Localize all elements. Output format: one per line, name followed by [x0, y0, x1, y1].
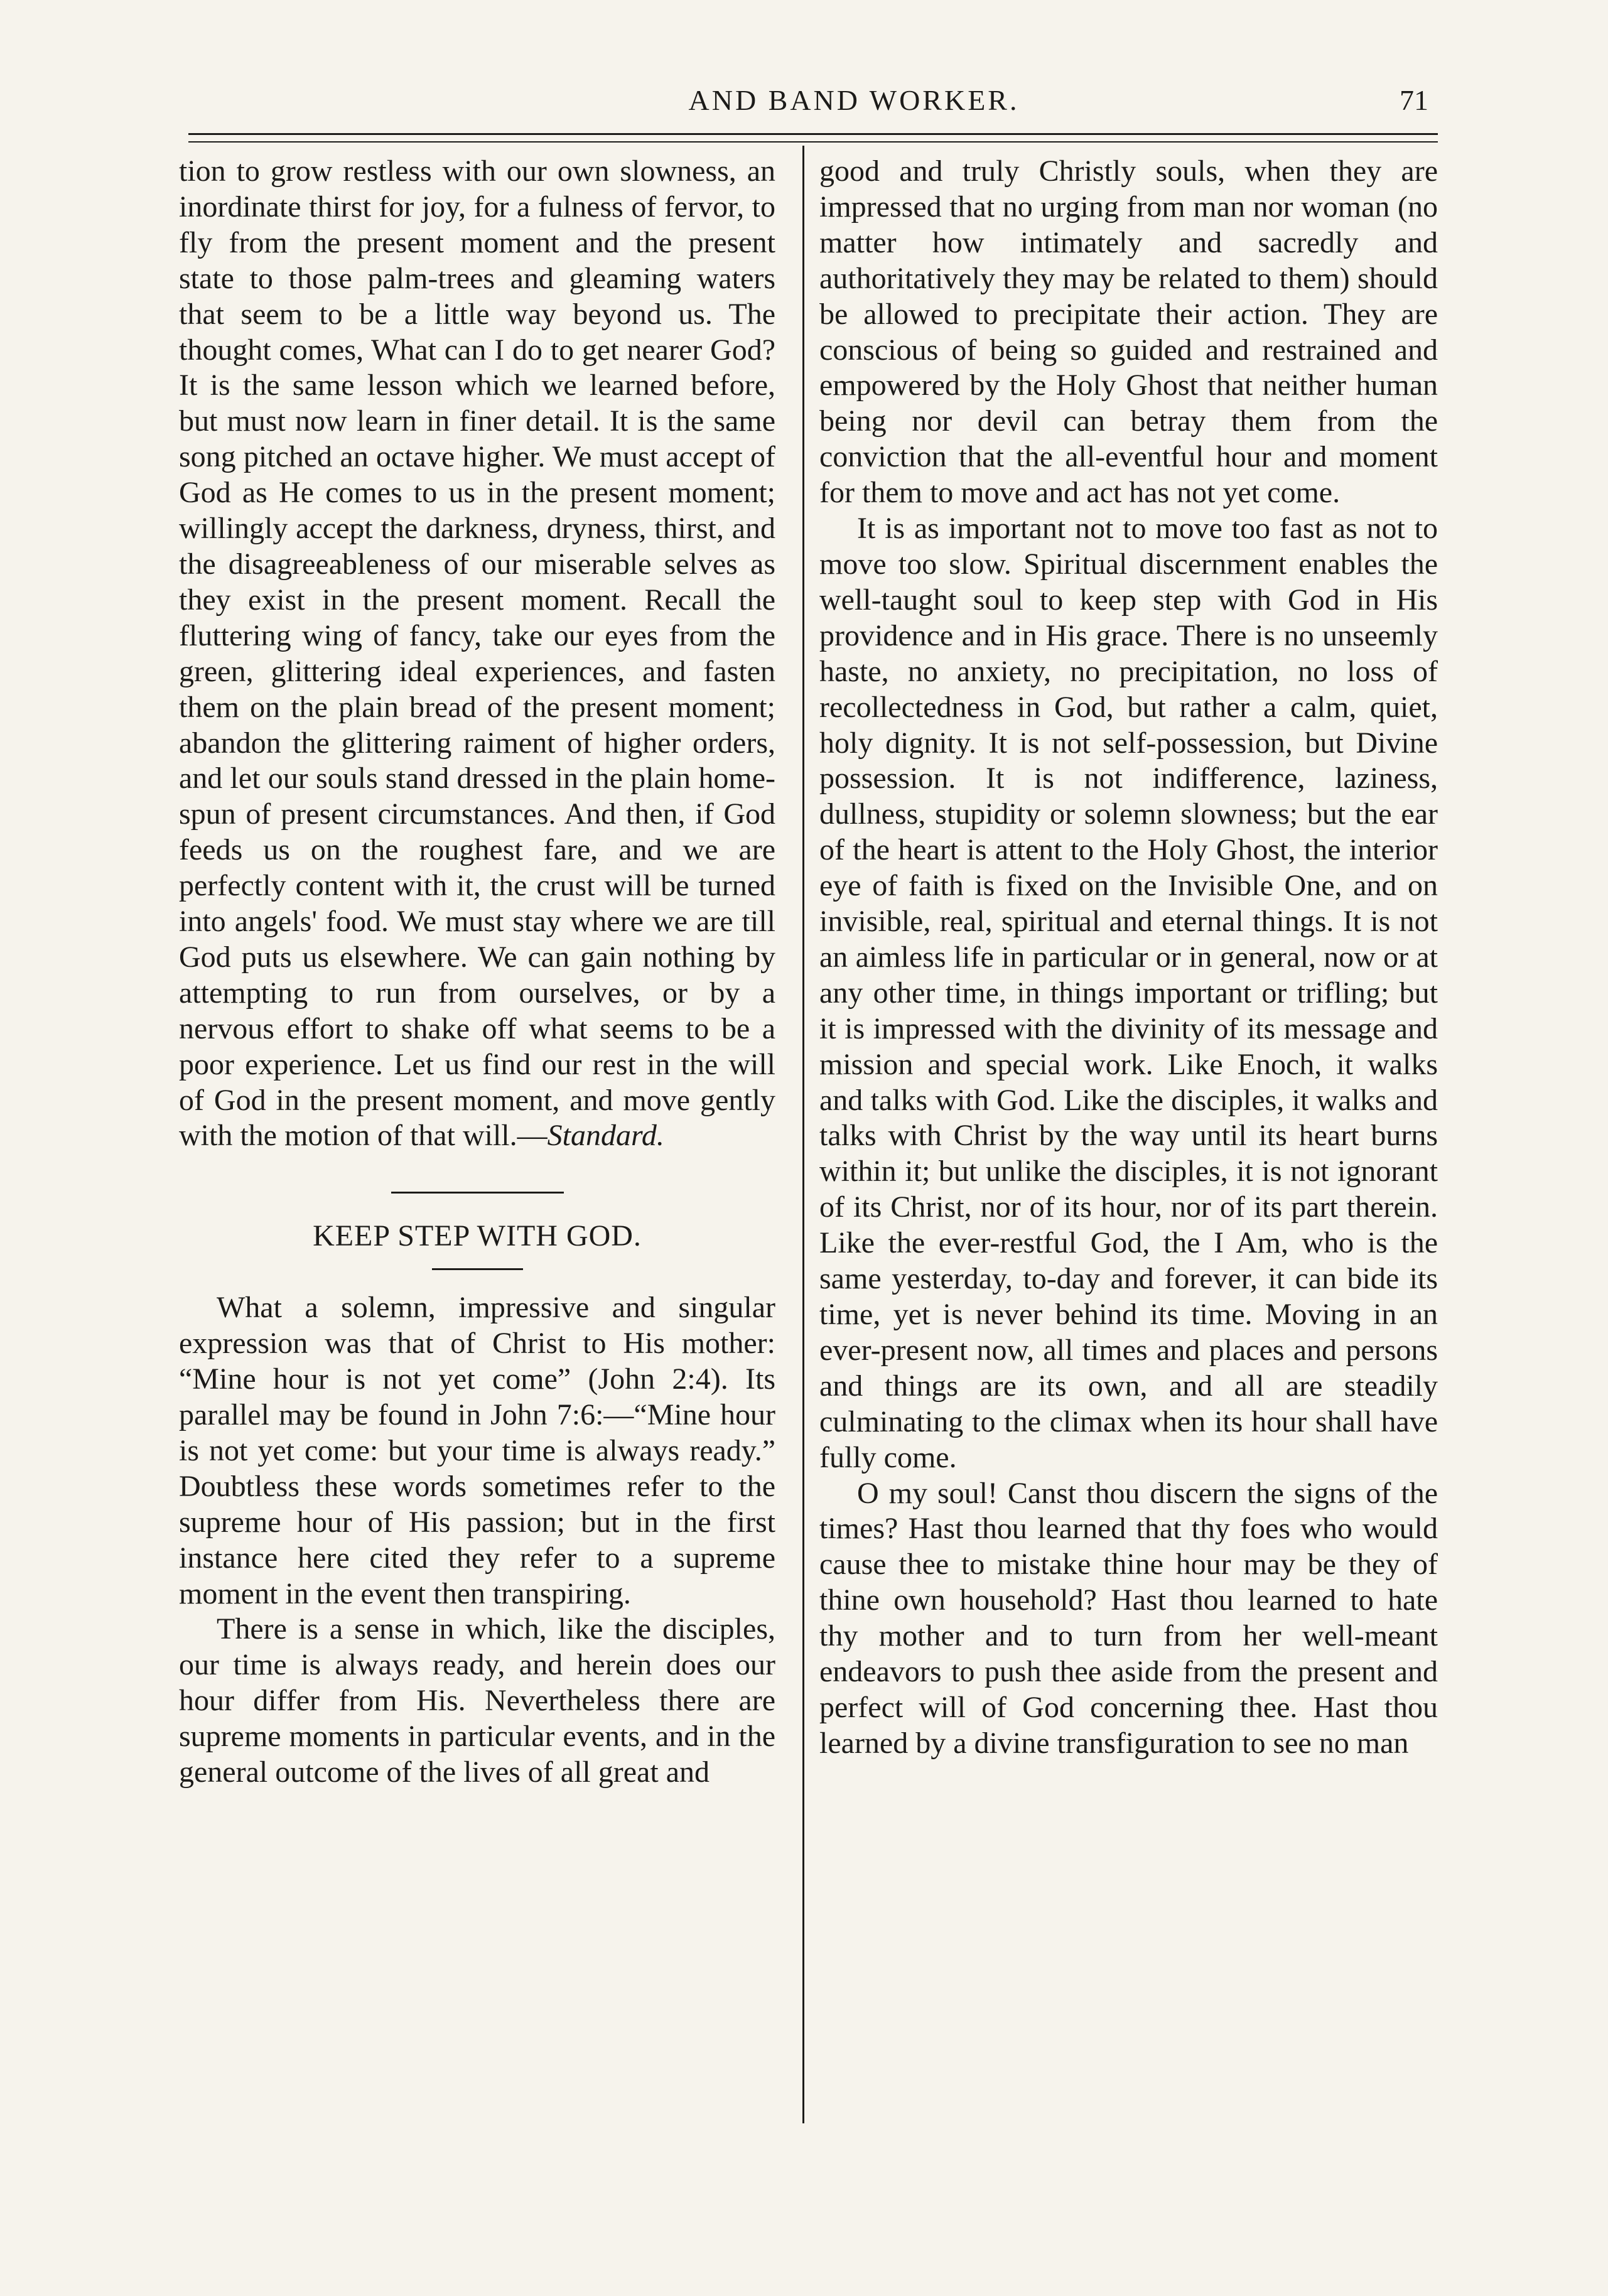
right-column: [819, 154, 1438, 1762]
running-title: AND BAND WORKER.: [688, 84, 1020, 116]
left-column: [179, 154, 775, 1791]
article-paragraph: good and truly Christly souls, when they are impressed that no urging from man nor woman (no matter how intimately and sacredly and authoritatively they may be related to them) should be allowed to precipitate their action. They are conscious of being so guided and restrained and empowered by the Holy Ghost that neither human being nor devil can betray them from the conviction that the all-eventful hour and moment for them to move and act has not yet come.: [819, 154, 1438, 510]
section-separator-rule: [391, 1192, 564, 1194]
article-paragraph: O my soul! Canst thou discern the signs of the times? Hast thou learned that thy foes who would cause thee to mistake thine hour may be they of thine own household? Hast thou learned to hate thy mother and to turn from her well-meant endeavors to push thee aside from the present and perfect will of God concerning thee. Hast thou learned by a divine transfiguration to see no man: [819, 1476, 1438, 1760]
section-title-underline: [432, 1268, 523, 1270]
column-divider: [802, 146, 804, 2123]
page-number: 71: [1400, 84, 1428, 116]
section-title: KEEP STEP WITH GOD.: [313, 1219, 642, 1253]
article-continuation-paragraph: [179, 154, 775, 1154]
article-paragraph: It is as important not to move too fast as not to move too slow. Spiritual discernment enables the well-taught soul to keep step with God in His providence and in His grace. There is no unseemly haste, no anxiety, no precipitation, no loss of recollectedness in God, but rather a calm, quiet, holy dignity. It is not self-possession, but Divine possession. It is not indifference, laziness, dullness, stupidity or solemn slowness; but the ear of the heart is attent to the Holy Ghost, the interior eye of faith is fixed on the Invisible One, and on invisible, real, spiritual and eternal things. It is not an aimless life in particular or in general, now or at any other time, in things important or trifling; but it is impressed with the divinity of its message and mission and special work. Like Enoch, it walks and talks with God. Like the disciples, it walks and talks with Christ by the way until its heart burns within it; but unlike the disciples, it is not ignorant of its Christ, nor of its hour, nor of its part therein. Like the ever-restful God, the I Am, who is the same yesterday, to-day and forever, it can bide its time, yet is never behind its time. Moving in an ever-present now, all times and places and persons and things are its own, and all are steadily culminating to the climax when its hour shall have fully come.: [819, 512, 1438, 1474]
header-rule-thin: [188, 141, 1438, 143]
source-citation: Standard.: [547, 1119, 664, 1153]
continuation-text: tion to grow restless with our own slowness, an inordinate thirst for joy, for a fulness of fervor, to fly from the present moment and the present state to those palm-trees and gleaming waters that seem to be a little way beyond us. The thought comes, What can I do to get nearer God? It is the same lesson which we learned before, but must now learn in finer detail. It is the same song pitched an octave higher. We must accept of God as He comes to us in the present moment; willingly accept the darkness, dryness, thirst, and the disagreeableness of our miserable selves as they exist in the present moment. Recall the fluttering wing of fancy, take our eyes from the green, glittering ideal experiences, and fasten them on the plain bread of the present moment; abandon the glittering raiment of higher orders, and let our souls stand dressed in the plain home-spun of present circumstances. And then, if God feeds us on the roughest fare, and we are perfectly content with it, the crust will be turned into angels' food. We must stay where we are till God puts us elsewhere. We can gain nothing by attempting to run from ourselves, or by a nervous effort to shake off what seems to be a poor experience. Let us find our rest in the will of God in the present moment, and move gently with the motion of that will.—: [179, 154, 775, 1153]
article-paragraph: What a solemn, impressive and singular expression was that of Christ to His mother: “Mine hour is not yet come” (John 2:4). Its parallel may be found in John 7:6:—“Mine hour is not yet come: but your time is always ready.” Doubtless these words sometimes refer to the supreme hour of His passion; but in the first instance here cited they refer to a supreme moment in the event then transpiring.: [179, 1291, 775, 1610]
page-header: [182, 78, 1444, 129]
article-paragraph: There is a sense in which, like the disciples, our time is always ready, and herein does our hour differ from His. Nevertheless there are supreme moments in particular events, and in the general outcome of the lives of all great and: [179, 1612, 775, 1789]
header-rule-thick: [188, 133, 1438, 135]
